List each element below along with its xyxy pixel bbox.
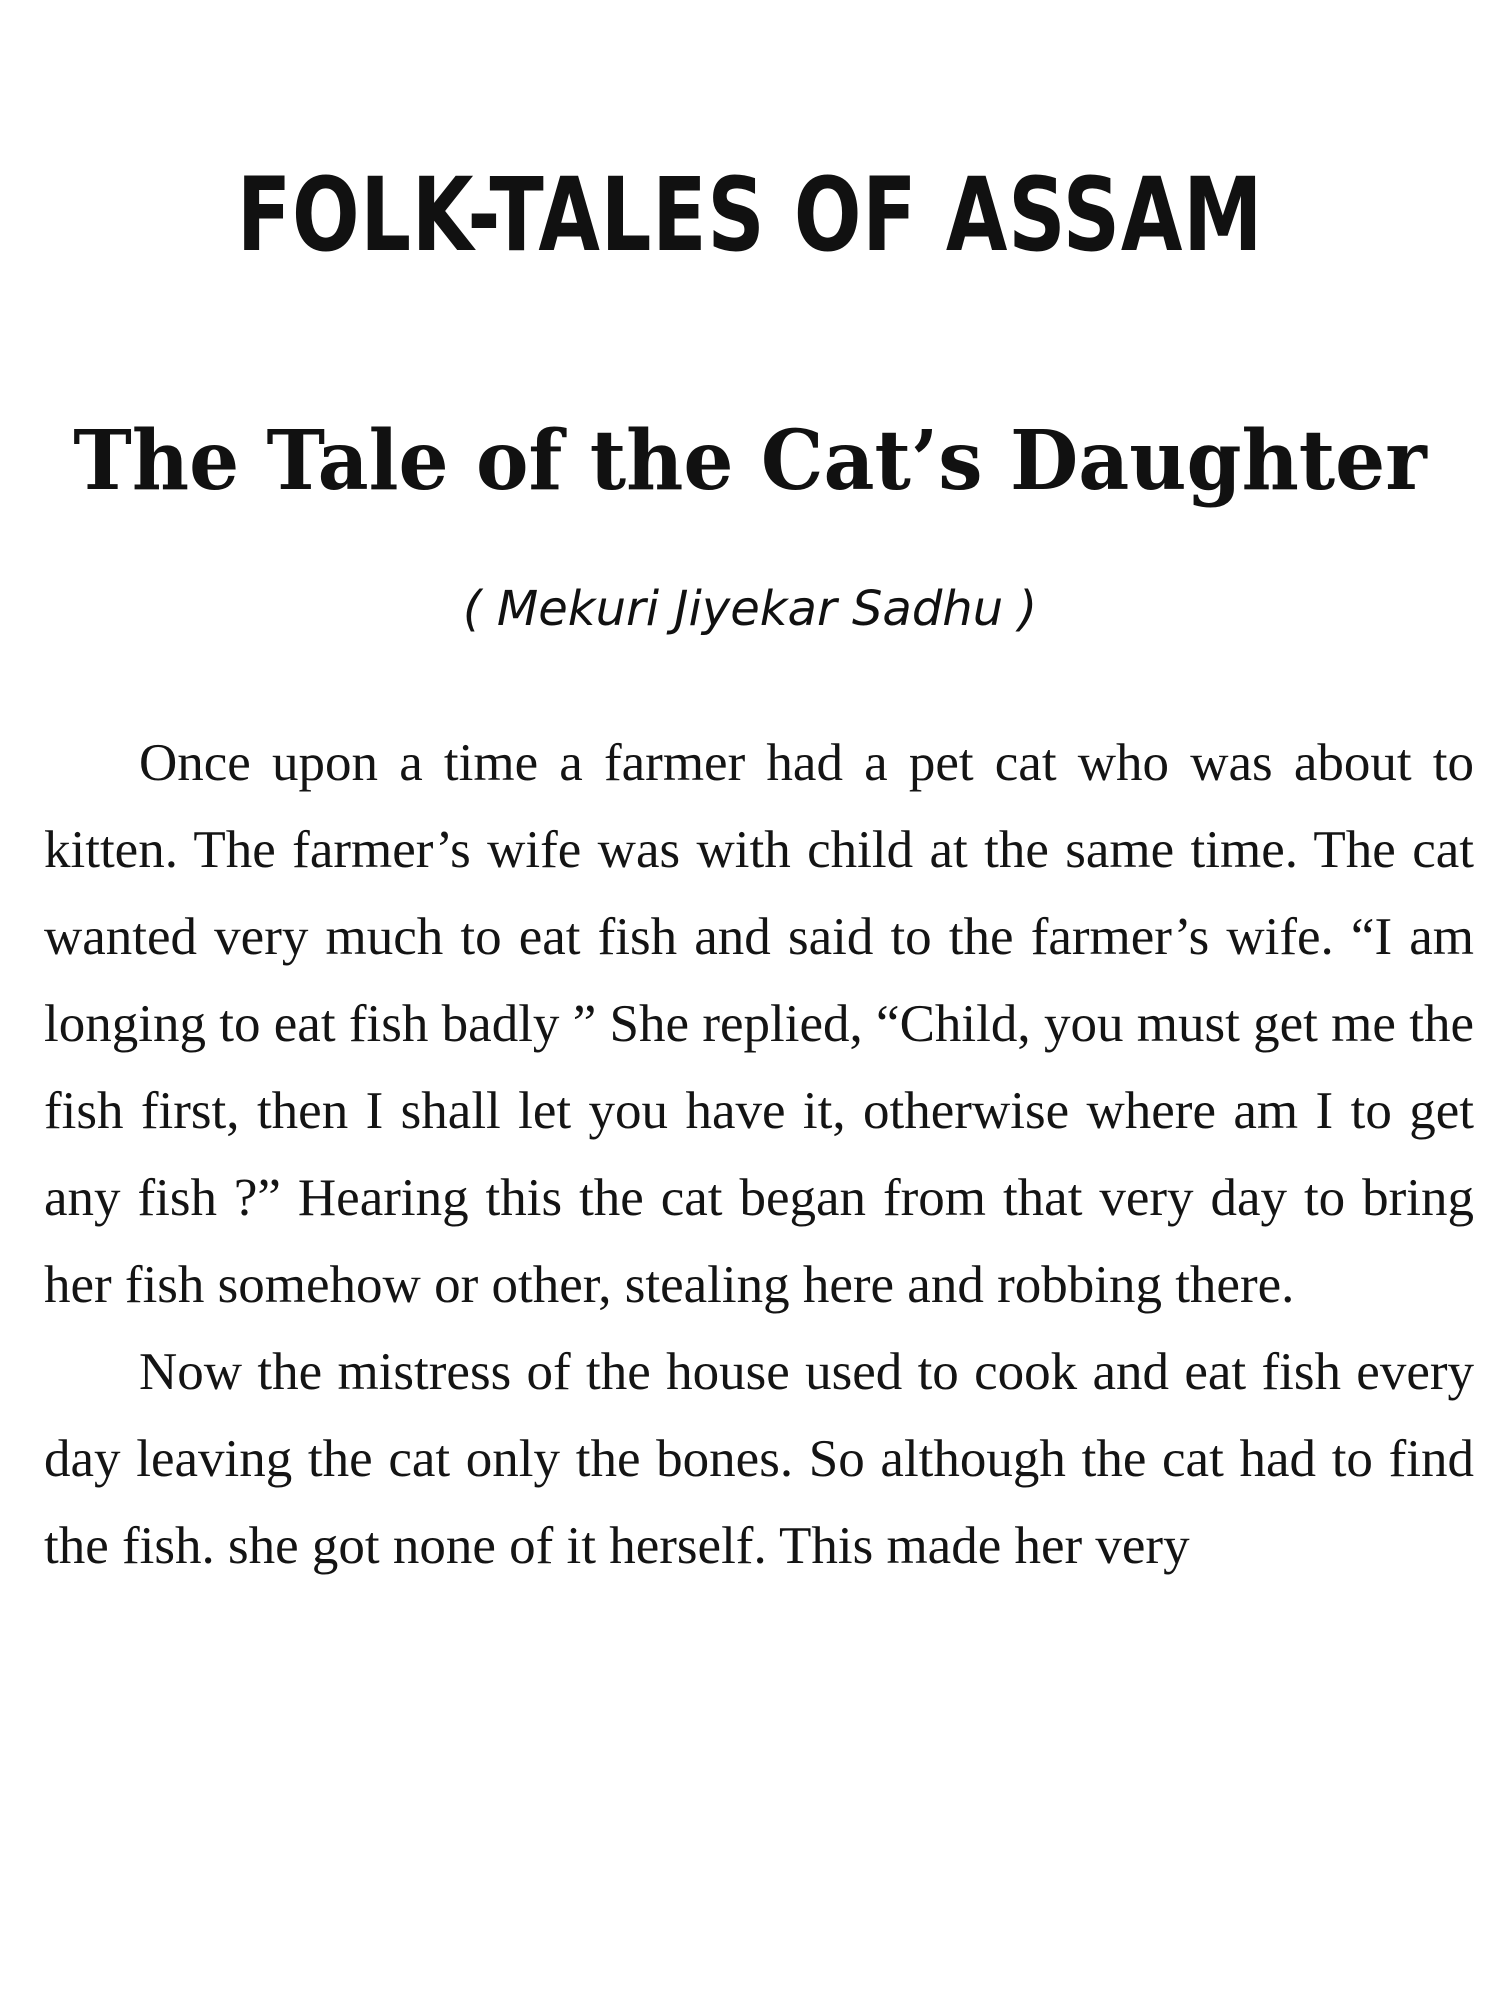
paragraph: Now the mistress of the house used to cook and eat fish every day leaving the cat only the bones. So although the cat had to find the fish. she got none of it herself. This made her very [44, 1343, 1474, 1575]
story-subtitle: ( Mekuri Jiyekar Sadhu ) [462, 581, 1038, 637]
story-title: The Tale of the Cat’s Daughter [73, 413, 1427, 509]
series-title: FOLK-TALES OF ASSAM [236, 156, 1264, 275]
paragraph: Once upon a time a farmer had a pet cat who was about to kitten. The farmer’s wife was with child at the same time. The cat wanted very much to eat fish and said to the farmer’s wife. “I am longing to eat fish badly ” She replied, “Child, you must get me the fish first, then I shall let you have it, otherwise where am I to get any fish ?” Hearing this the cat began from that very day to bring her fish somehow or other, stealing here and robbing there. [44, 734, 1474, 1314]
story-body [44, 720, 1474, 1590]
